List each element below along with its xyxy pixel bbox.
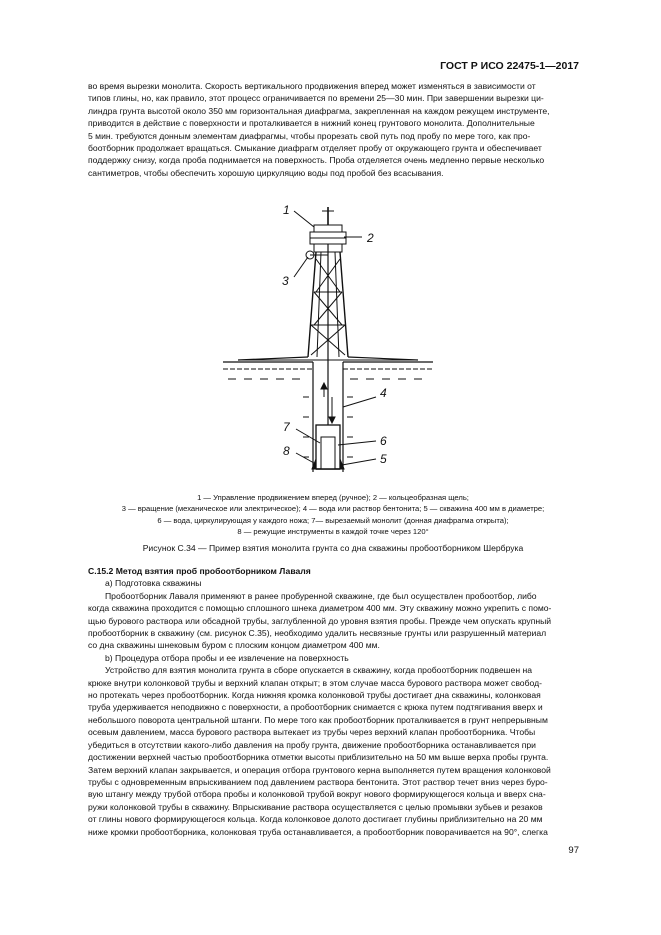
text-line: крюке внутри колонковой трубы и верхний клапан открыт; в этом случае масса бурового раствора может свобод- — [88, 677, 542, 688]
text-line: линдра грунта высотой около 350 мм горизонтальная диафрагма, закрепленная на каждом режущем инструменте, — [88, 105, 550, 116]
text-line: но протекать через пробоотборник. Когда нижняя кромка колонковой трубы достигает дна скважины, колонковая — [88, 690, 541, 701]
legend-line: 3 — вращение (механическое или электрическое); 4 — вода или раствор бентонита; 5 — скважина 400 мм в диаметре; — [121, 504, 545, 514]
text-line: пробоотборник в скважину (см. рисунок С.35), необходимо удалить несвязные грунты или разрушенный материал — [88, 628, 547, 639]
callout-8: 8 — [283, 444, 290, 458]
figure-drawing — [88, 197, 578, 487]
callout-4: 4 — [380, 386, 387, 400]
section-c15-2 — [88, 565, 578, 838]
text-line: ниже кромки пробоотборника, колонковая труба останавливается, а пробоотборник поворачивается на 90°, слегка — [88, 826, 548, 837]
text-line: поддержку снизу, когда проба поднимается на поверхность. Проба отделяется очень медленно первые несколько — [88, 155, 545, 166]
text-line: небольшого поворота центральной штанги. По мере того как пробоотборник проталкивается в грунт непрерывным — [88, 714, 548, 725]
callout-6: 6 — [380, 434, 387, 448]
text-line: со дна скважины шнековым буром с плоским концом диаметром 400 мм. — [88, 640, 380, 651]
text-line: 5 мин. требуются донным элементам диафрагмы, чтобы прорезать свой путь под пробу по мере того, как про- — [88, 130, 531, 141]
subsection-b-heading: b) Процедура отбора пробы и ее извлечение на поверхность — [105, 652, 349, 663]
text-line: от глины нового формирующегося кольца. Когда колонковое долото достигает глубины приблизительно на 20 мм — [88, 814, 543, 825]
callout-1: 1 — [283, 203, 290, 217]
text-line: Затем верхний клапан закрывается, и операция отбора грунтового керна выполняется путем вращения колонковой — [88, 764, 551, 775]
text-line: достижении верхней частью пробоотборника отметки высоты приблизительно на 50 мм выше верха пробы грунта. — [88, 752, 549, 763]
text-line: Устройство для взятия монолита грунта в сборе опускается в скважину, когда пробоотборник подвешен на — [105, 665, 532, 676]
text-line: типов глины, но, как правило, этот процесс ограничивается по времени 25—30 мин. При завершении вырезки ци- — [88, 93, 544, 104]
text-line: убедиться в отсутствии какого-либо давления на пробу грунта, движение пробоотборника останавливается при — [88, 739, 536, 750]
page-number: 97 — [568, 845, 579, 856]
callout-3: 3 — [282, 274, 289, 288]
text-line: трубы с одновременным впрыскиванием под давлением раствора бентонита. Этот раствор течет вниз через буро- — [88, 776, 548, 787]
document-id: ГОСТ Р ИСО 22475-1—2017 — [440, 60, 579, 72]
text-line: вую штангу между трубой отбора пробы и колонковой трубой вокруг нового формирующегося кольца и вверх сна- — [88, 789, 546, 800]
text-line: сантиметров, чтобы обеспечить хорошую циркуляцию воды под пробой без всасывания. — [88, 167, 444, 178]
text-line: ружи колонковой трубы в скважину. Впрыскивание раствора осуществляется с целью промывки зубьев и резаков — [88, 801, 543, 812]
text-line: когда скважина проходится с помощью сплошного шнека диаметром 400 мм. Эту скважину можно укрепить с помо- — [88, 603, 552, 614]
callout-5: 5 — [380, 452, 387, 466]
text-line: щью бурового раствора или обсадной трубы, заглубленной до уровня взятия пробы. Прежде чем опускать крупный — [88, 615, 552, 626]
figure-legend — [88, 492, 578, 538]
figure-title: Рисунок С.34 — Пример взятия монолита грунта со дна скважины пробоотборником Шербрука — [142, 543, 524, 553]
text-line: во время вырезки монолита. Скорость вертикального продвижения вперед может изменяться в зависимости от — [88, 81, 536, 91]
legend-line: 1 — Управление продвижением вперед (ручное); 2 — кольцеобразная щель; — [197, 493, 469, 502]
subsection-a-heading: а) Подготовка скважины — [105, 578, 202, 589]
section-heading: С.15.2 Метод взятия проб пробоотборником Лаваля — [88, 566, 311, 576]
callout-7: 7 — [283, 420, 290, 434]
legend-line: 6 — вода, циркулирующая у каждого ножа; 7— вырезаемый монолит (донная диафрагма открыта); — [157, 515, 509, 525]
text-line: приводится в действие с поверхности и проталкивается в нижний конец грунтового монолита. Дополнительные — [88, 118, 535, 129]
text-line: Пробоотборник Лаваля применяют в ранее пробуренной скважине, где был осуществлен пробоотбор, либо — [105, 590, 537, 601]
sherbrooke-sampler-figure — [88, 197, 578, 487]
intro-paragraph — [88, 80, 578, 179]
text-line: осевым давлением, масса бурового раствора вытекает из трубы через верхний клапан пробоотборника. Чтобы — [88, 727, 536, 738]
text-line: боотборник продолжает вращаться. Смыкание диафрагм отделяет пробу от окружающего грунта и обеспечивает — [88, 143, 542, 154]
text-line: труба удерживается неподвижно с поверхности, а пробоотборник снимается с крюка путем подтягивания вверх и — [88, 702, 543, 713]
legend-line: 8 — режущие инструменты в каждой точке через 120° — [237, 527, 429, 537]
callout-2: 2 — [367, 231, 374, 245]
